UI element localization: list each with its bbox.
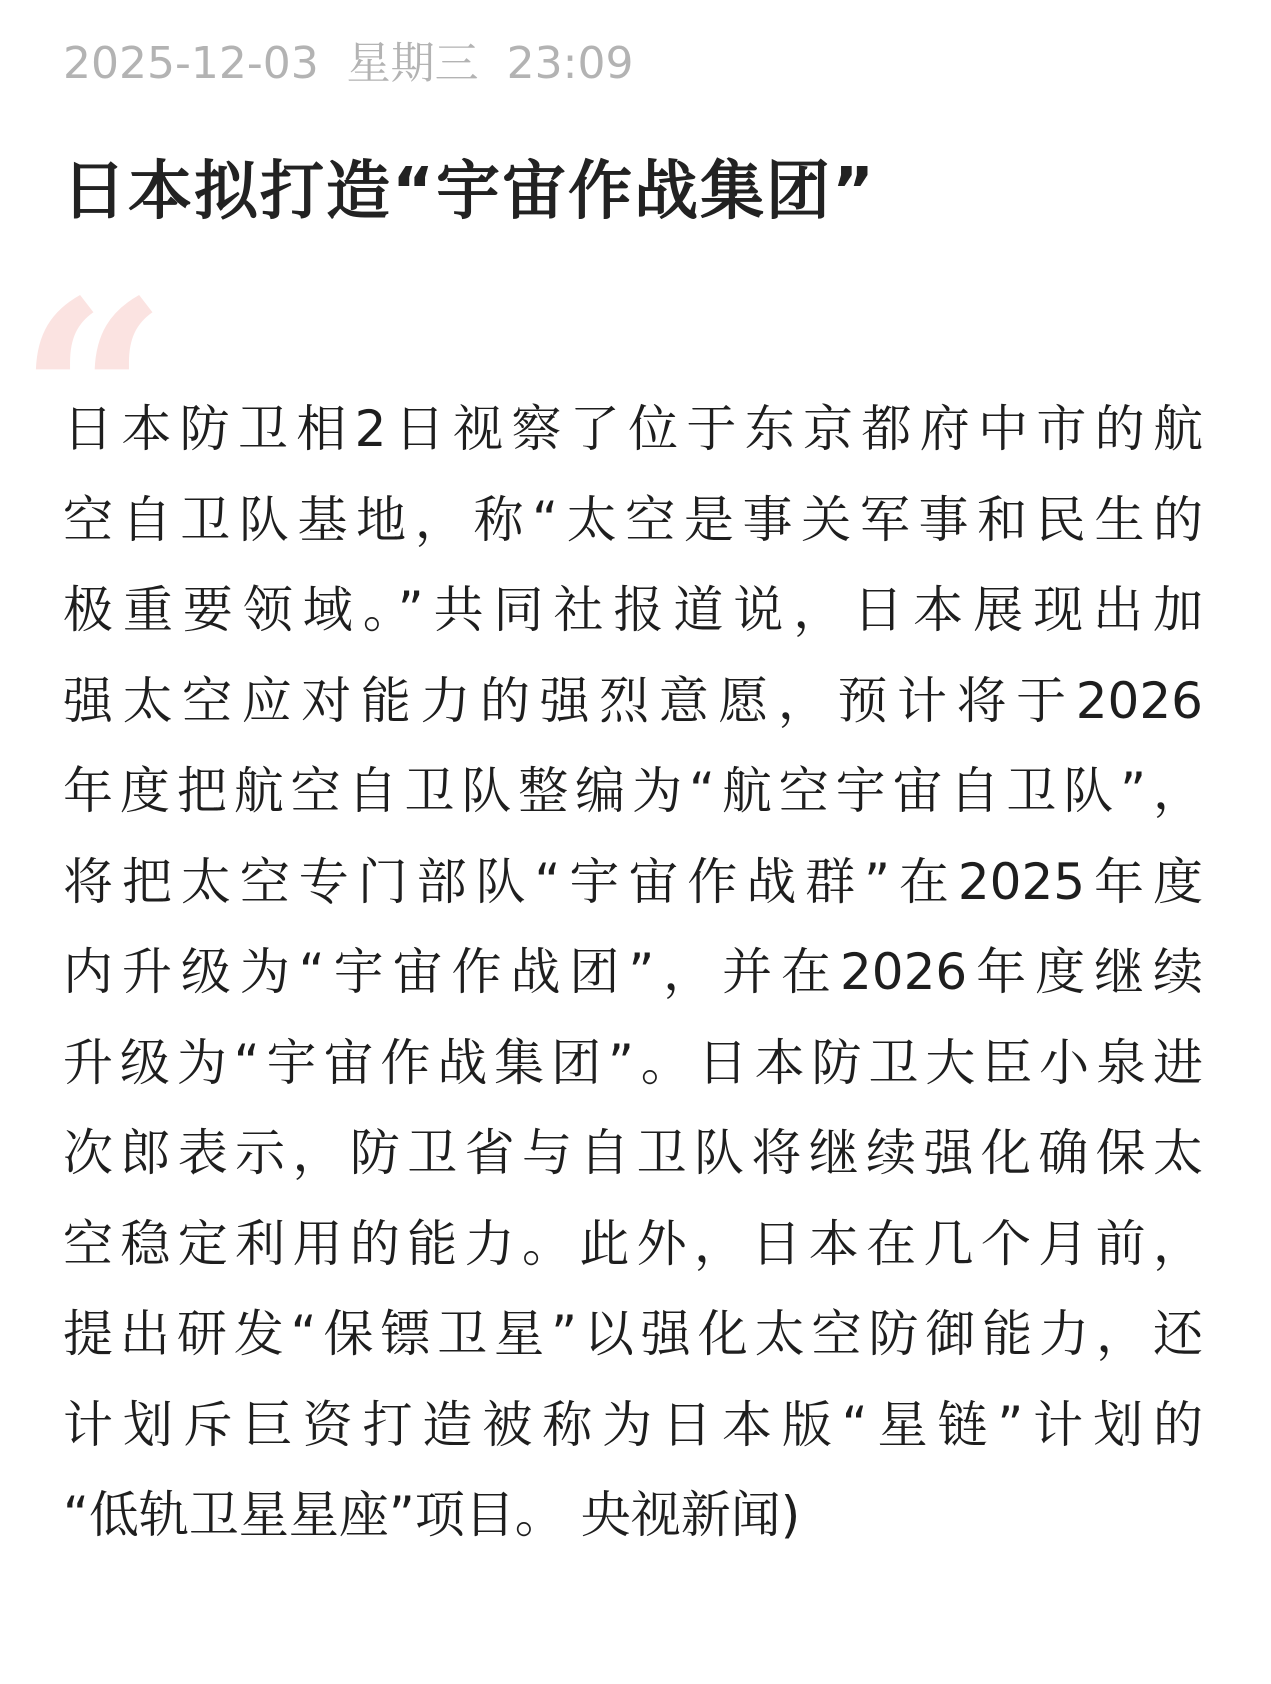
body-line: 内升级为“宇宙作战团”，并在2026年度继续 (63, 943, 1203, 1001)
article-title: 日本拟打造“宇宙作战集团” (62, 155, 877, 229)
body-line: 极重要领域。”共同社报道说，日本展现出加 (63, 581, 1203, 639)
body-line: 年度把航空自卫队整编为“航空宇宙自卫队”， (63, 762, 1203, 820)
body-line: 空稳定利用的能力。此外，日本在几个月前， (63, 1214, 1203, 1273)
decorative-quote-icon: “ (18, 245, 168, 550)
body-line: 空自卫队基地，称“太空是事关军事和民生的 (63, 490, 1203, 549)
body-line: 日本防卫相2日视察了位于东京都府中市的航 (63, 400, 1203, 458)
article-body (63, 384, 1203, 1561)
body-line: 强太空应对能力的强烈意愿，预计将于2026 (63, 671, 1203, 730)
body-line: 计划斥巨资打造被称为日本版“星链”计划的 (63, 1395, 1203, 1454)
body-line: 将把太空专门部队“宇宙作战群”在2025年度 (63, 852, 1203, 911)
body-line: 升级为“宇宙作战集团”。日本防卫大臣小泉进 (63, 1033, 1203, 1092)
body-line: “低轨卫星星座”项目。 央视新闻) (63, 1486, 801, 1544)
body-line: 提出研发“保镖卫星”以强化太空防御能力，还 (63, 1305, 1203, 1363)
post-timestamp: 2025-12-03 星期三 23:09 (63, 38, 634, 89)
body-line: 次郎表示，防卫省与自卫队将继续强化确保太 (63, 1124, 1203, 1182)
